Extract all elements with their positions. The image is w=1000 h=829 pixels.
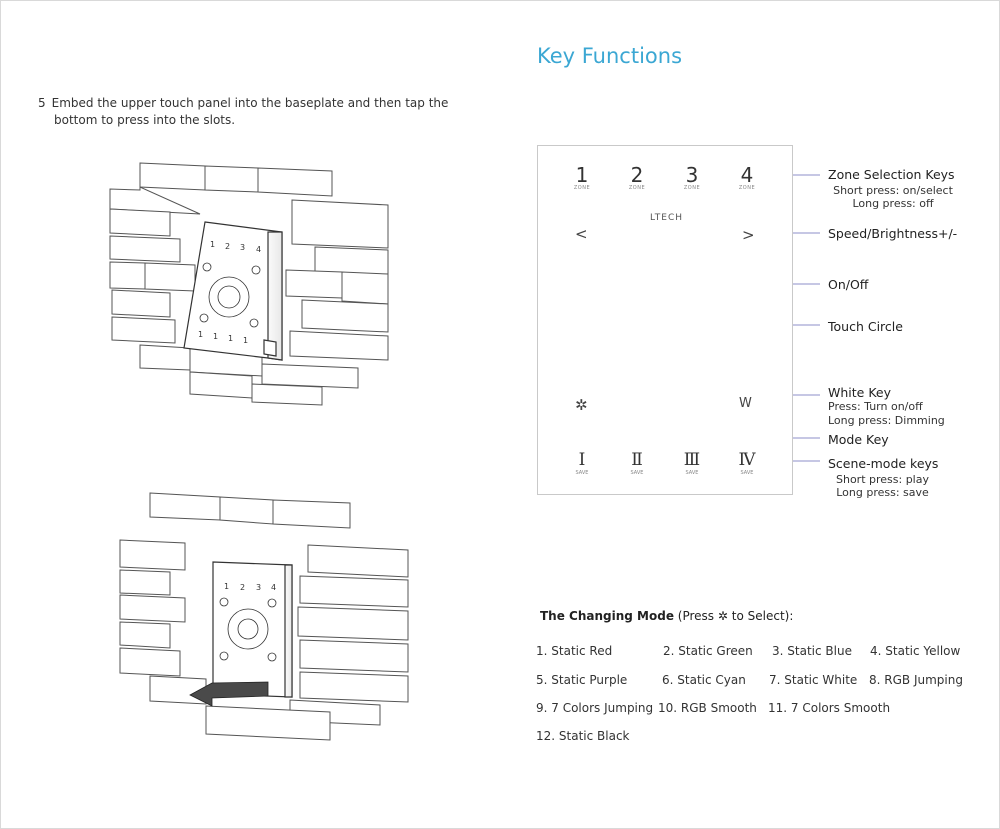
callout-touch-label: Touch Circle bbox=[828, 319, 903, 334]
mode-item: 7. Static White bbox=[769, 673, 858, 687]
callout-speed-label: Speed/Brightness+/- bbox=[828, 226, 958, 241]
changing-mode-title-bold: The Changing Mode bbox=[540, 609, 674, 623]
callout-scene-sub2: Long press: save bbox=[836, 485, 929, 499]
callout-white-sub bbox=[828, 400, 945, 427]
mode-item: 1. Static Red bbox=[536, 644, 613, 658]
svg-text:2: 2 bbox=[240, 583, 246, 592]
scene-key-3[interactable] bbox=[677, 450, 707, 476]
scene-key-2[interactable] bbox=[622, 450, 652, 476]
scene-key-1-number: Ⅰ bbox=[578, 450, 586, 470]
svg-text:3: 3 bbox=[256, 583, 262, 592]
changing-mode-title-post: to Select): bbox=[731, 609, 794, 623]
mode-item: 12. Static Black bbox=[536, 729, 630, 743]
speed-up-button[interactable]: > bbox=[742, 226, 755, 244]
callout-zone-sub bbox=[823, 185, 963, 210]
mode-item: 11. 7 Colors Smooth bbox=[768, 701, 891, 715]
zone-key-3[interactable] bbox=[677, 163, 707, 191]
scene-key-3-number: Ⅲ bbox=[683, 450, 701, 470]
mode-key-icon: ✲ bbox=[717, 609, 728, 623]
scene-key-4[interactable] bbox=[732, 450, 762, 476]
mini-scene-4: 1 bbox=[243, 336, 249, 345]
mini-scene-2: 1 bbox=[213, 332, 219, 341]
mini-zone-4: 4 bbox=[256, 245, 262, 254]
mini-zone-3: 3 bbox=[240, 243, 246, 252]
step-line-1: Embed the upper touch panel into the baseplate and then tap the bbox=[51, 96, 449, 110]
callout-onoff-label: On/Off bbox=[828, 277, 869, 292]
zone-key-1-number: 1 bbox=[575, 163, 589, 187]
callout-white-sub1: Press: Turn on/off bbox=[828, 400, 923, 413]
mode-item: 8. RGB Jumping bbox=[869, 673, 963, 687]
zone-key-2[interactable] bbox=[622, 163, 652, 191]
changing-mode-title-pre: (Press bbox=[677, 609, 715, 623]
scene-key-2-number: Ⅱ bbox=[631, 450, 643, 470]
mode-item: 3. Static Blue bbox=[772, 644, 852, 658]
zone-key-3-number: 3 bbox=[685, 163, 699, 187]
mode-item: 10. RGB Smooth bbox=[658, 701, 757, 715]
mode-item: 2. Static Green bbox=[663, 644, 753, 658]
callout-scene-sub1: Short press: play bbox=[835, 473, 929, 486]
scene-key-3-sub: SAVE bbox=[685, 470, 699, 476]
mode-item: 4. Static Yellow bbox=[870, 644, 961, 658]
zone-key-4-number: 4 bbox=[740, 163, 754, 187]
step-number: 5 bbox=[38, 96, 46, 110]
mini-scene-3: 1 bbox=[228, 334, 234, 343]
speed-down-button[interactable]: < bbox=[575, 225, 588, 243]
page-title: Key Functions bbox=[537, 44, 683, 68]
zone-key-4[interactable] bbox=[732, 163, 762, 191]
step-line-2: bottom to press into the slots. bbox=[54, 113, 236, 127]
brand-logo: LTECH bbox=[650, 213, 684, 223]
scene-key-4-sub: SAVE bbox=[740, 470, 754, 476]
zone-key-2-sub: ZONE bbox=[628, 185, 646, 191]
svg-text:4: 4 bbox=[271, 583, 277, 592]
callout-zone-sub2: Long press: off bbox=[852, 196, 934, 210]
changing-mode-title bbox=[540, 609, 793, 623]
white-key-button[interactable]: W bbox=[739, 396, 752, 411]
zone-key-1[interactable] bbox=[567, 163, 597, 191]
zone-key-4-sub: ZONE bbox=[738, 185, 756, 191]
mini-scene-1: 1 bbox=[198, 330, 204, 339]
touch-panel-diagram bbox=[537, 145, 793, 495]
scene-key-1-sub: SAVE bbox=[575, 470, 589, 476]
mini-zone-1: 1 bbox=[210, 240, 216, 249]
scene-key-2-sub: SAVE bbox=[630, 470, 644, 476]
scene-key-1[interactable] bbox=[567, 450, 597, 476]
callout-mode-label: Mode Key bbox=[828, 432, 889, 447]
svg-text:1: 1 bbox=[224, 582, 230, 591]
mode-item: 9. 7 Colors Jumping bbox=[536, 701, 654, 715]
mode-item: 6. Static Cyan bbox=[662, 673, 746, 687]
zone-key-2-number: 2 bbox=[630, 163, 644, 187]
callout-scene-sub bbox=[820, 474, 945, 499]
mode-item: 5. Static Purple bbox=[536, 673, 628, 687]
callout-white-sub2: Long press: Dimming bbox=[828, 413, 945, 427]
zone-key-3-sub: ZONE bbox=[683, 185, 701, 191]
callout-scene-label: Scene-mode keys bbox=[828, 456, 939, 471]
callout-white-label: White Key bbox=[828, 385, 891, 400]
callout-zone-label: Zone Selection Keys bbox=[828, 167, 955, 182]
scene-key-4-number: Ⅳ bbox=[738, 450, 756, 470]
mini-zone-2: 2 bbox=[225, 242, 231, 251]
zone-key-1-sub: ZONE bbox=[573, 185, 591, 191]
callout-zone-sub1: Short press: on/select bbox=[833, 184, 953, 197]
mode-key-button[interactable]: ✲ bbox=[575, 396, 588, 414]
